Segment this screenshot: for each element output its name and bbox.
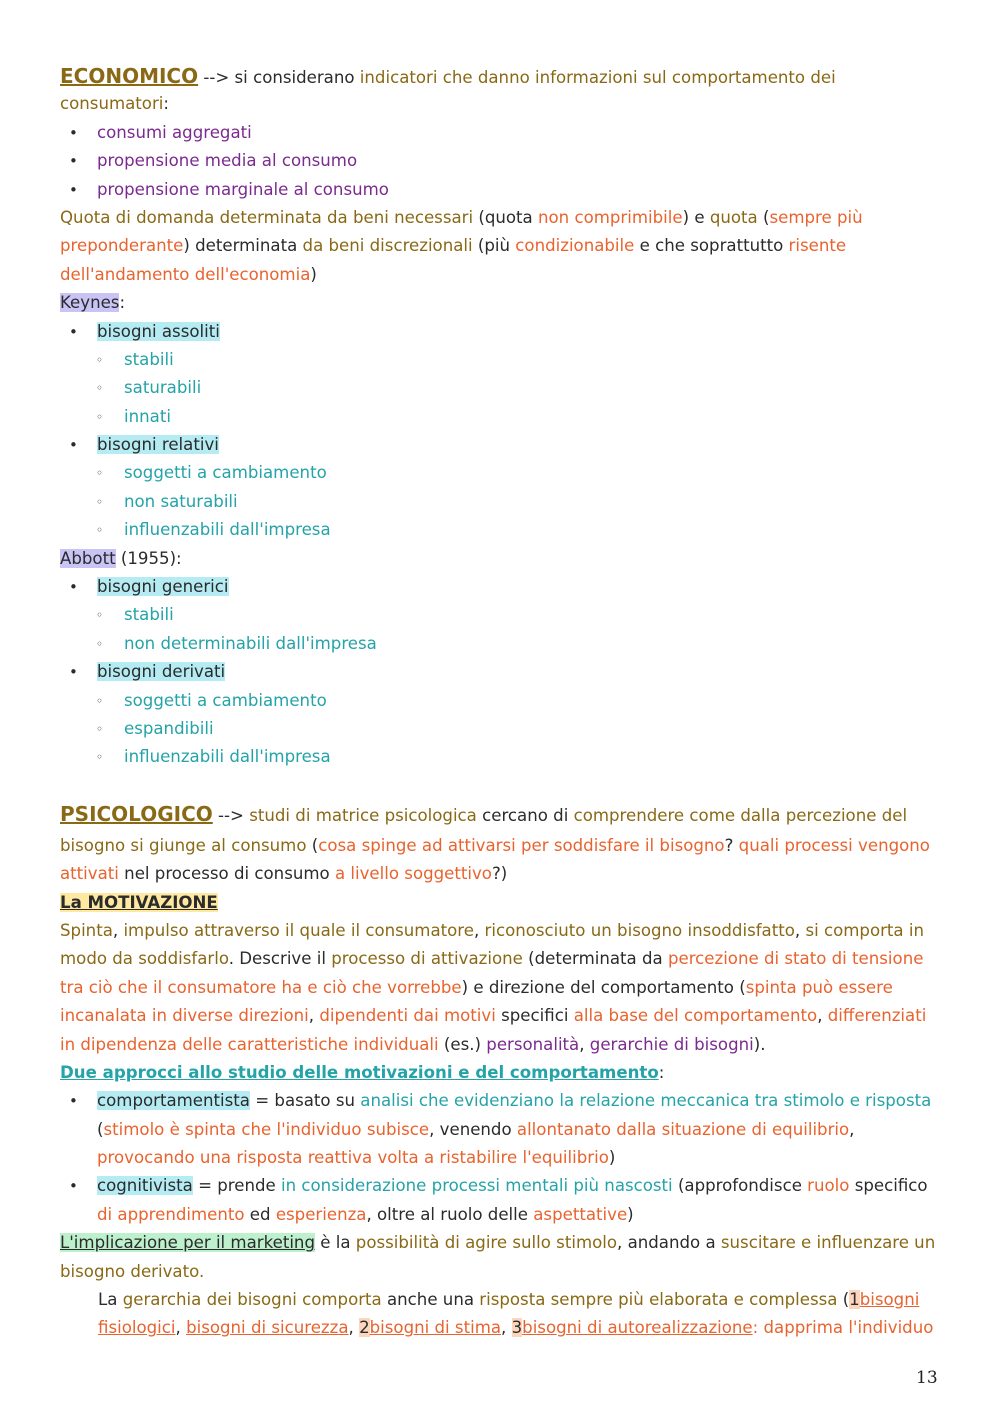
level-marker: 3 xyxy=(511,1318,523,1338)
economico-heading: ECONOMICO xyxy=(60,64,199,88)
list-item: • bisogni generici xyxy=(60,573,935,601)
gerarchia-line-2: fisiologici, bisogni di sicurezza, 2bisogni di stima, 3bisogni di autorealizzazione: dapprima l'individuo xyxy=(98,1318,934,1338)
sub-list-item: ◦ stabili xyxy=(60,346,935,374)
motivazione-heading: La MOTIVAZIONE xyxy=(60,892,218,912)
sub-list-item: ◦ soggetti a cambiamento xyxy=(60,459,935,487)
motivazione-line-4: incanalata in diverse direzioni, dipendenti dai motivi specifici alla base del comportamento, differenziati xyxy=(60,1006,927,1026)
economico-line-2: consumatori: xyxy=(60,94,169,114)
list-item: • bisogni derivati xyxy=(60,658,935,686)
keynes-label: Keynes xyxy=(60,293,120,313)
motivazione-line-5: in dipendenza delle caratteristiche individuali (es.) personalità, gerarchie di bisogni). xyxy=(60,1034,766,1054)
page-number: 13 xyxy=(916,1368,938,1388)
sub-list-item: ◦ espandibili xyxy=(60,715,935,743)
sub-list-item: ◦ influenzabili dall'impresa xyxy=(60,516,935,544)
abbott-label: Abbott xyxy=(60,548,116,568)
psicologico-line-1: PSICOLOGICO --> studi di matrice psicologica cercano di comprendere come dalla percezione del xyxy=(60,801,908,826)
level-marker: 2 xyxy=(359,1318,370,1338)
sub-list-item: ◦ stabili xyxy=(60,601,935,629)
keynes-line: Keynes: xyxy=(60,293,126,313)
list-item: • comportamentista = basato su analisi che evidenziano la relazione meccanica tra stimolo e risposta xyxy=(60,1087,935,1115)
motivazione-heading-line xyxy=(60,889,935,917)
motivazione-line-1: Spinta, impulso attraverso il quale il consumatore, riconosciuto un bisogno insoddisfatto, si comporta in xyxy=(60,920,925,940)
sub-list-item: ◦ non determinabili dall'impresa xyxy=(60,630,935,658)
gerarchia-line-1: La gerarchia dei bisogni comporta anche una risposta sempre più elaborata e complessa (1bisogni xyxy=(98,1290,920,1310)
section-gap xyxy=(60,772,935,800)
implicazione-line-2: bisogno derivato. xyxy=(60,1261,205,1281)
list-item: • bisogni assoliti xyxy=(60,318,935,346)
quota-line-3: dell'andamento dell'economia) xyxy=(60,264,317,284)
approcci-heading-line: Due approcci allo studio delle motivazioni e del comportamento: xyxy=(60,1062,665,1082)
sub-list-item: ◦ saturabili xyxy=(60,374,935,402)
sub-list-item: ◦ non saturabili xyxy=(60,488,935,516)
sub-list-item: ◦ soggetti a cambiamento xyxy=(60,687,935,715)
psicologico-line-3: attivati nel processo di consumo a livello soggettivo?) xyxy=(60,864,508,884)
economico-line-1: ECONOMICO --> si considerano indicatori che danno informazioni sul comportamento dei xyxy=(60,64,836,88)
document-page xyxy=(60,62,935,1343)
motivazione-line-3: tra ciò che il consumatore ha e ciò che vorrebbe) e direzione del comportamento (spinta può essere xyxy=(60,977,893,997)
list-item: • propensione media al consumo xyxy=(60,147,935,175)
list-item-continuation: provocando una risposta reattiva volta a ristabilire l'equilibrio) xyxy=(97,1148,616,1168)
list-item: • consumi aggregati xyxy=(60,119,935,147)
implicazione-line-1: L'implicazione per il marketing è la possibilità di agire sullo stimolo, andando a suscitare e influenzare un xyxy=(60,1233,936,1253)
list-item: • bisogni relativi xyxy=(60,431,935,459)
list-item: • cognitivista = prende in considerazione processi mentali più nascosti (approfondisce ruolo specifico xyxy=(60,1172,935,1200)
abbott-line: Abbott (1955): xyxy=(60,548,182,568)
quota-line-2: preponderante) determinata da beni discrezionali (più condizionabile e che soprattutto risente xyxy=(60,236,847,256)
approcci-heading: Due approcci allo studio delle motivazioni e del comportamento xyxy=(60,1062,659,1082)
implicazione-label: L'implicazione per il marketing xyxy=(60,1233,315,1253)
level-marker: 1 xyxy=(849,1290,860,1310)
list-item-continuation: (stimolo è spinta che l'individuo subisce, venendo allontanato dalla situazione di equilibrio, xyxy=(97,1119,855,1139)
list-item: • propensione marginale al consumo xyxy=(60,176,935,204)
psicologico-heading: PSICOLOGICO xyxy=(60,801,213,826)
motivazione-line-2: modo da soddisfarlo. Descrive il processo di attivazione (determinata da percezione di stato di tensione xyxy=(60,949,924,969)
sub-list-item: ◦ influenzabili dall'impresa xyxy=(60,743,935,771)
quota-line-1: Quota di domanda determinata da beni necessari (quota non comprimibile) e quota (sempre più xyxy=(60,207,863,227)
sub-list-item: ◦ innati xyxy=(60,403,935,431)
psicologico-line-2: bisogno si giunge al consumo (cosa spinge ad attivarsi per soddisfare il bisogno? quali processi vengono xyxy=(60,835,930,855)
list-item-continuation: di apprendimento ed esperienza, oltre al ruolo delle aspettative) xyxy=(97,1204,634,1224)
